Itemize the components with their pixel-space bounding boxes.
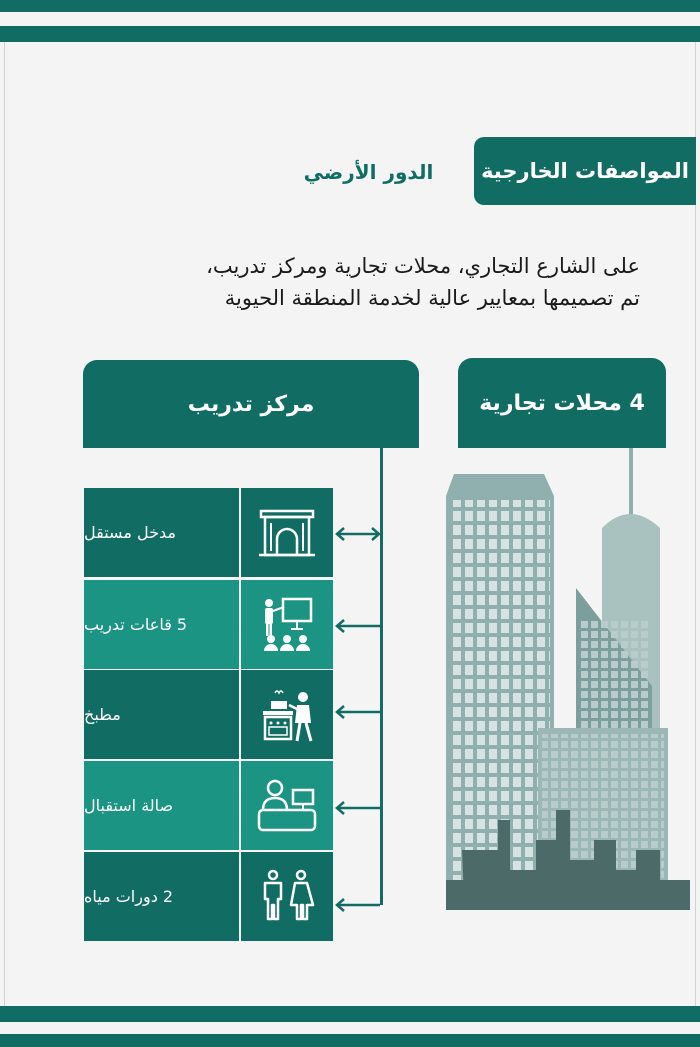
left-border-line [4, 42, 5, 1006]
training-class-icon [257, 595, 317, 655]
top-band-inner [0, 26, 700, 42]
feature-label: 2 دورات مياه [84, 887, 174, 906]
bottom-band [0, 1006, 700, 1022]
feature-label: 5 قاعات تدريب [84, 615, 188, 634]
top-band-gap [0, 12, 700, 26]
feature-row-entrance [84, 488, 333, 577]
arrow-left-icon [334, 617, 382, 635]
restroom-icon [257, 867, 317, 927]
arrow-left-icon [334, 799, 382, 817]
training-center-header: مركز تدريب [83, 360, 419, 448]
double-arrow-icon [334, 525, 382, 543]
entrance-arch-icon [257, 505, 317, 561]
top-band [0, 0, 700, 12]
feature-label: مدخل مستقل [84, 523, 176, 542]
feature-row-training-halls [84, 580, 333, 669]
arrow-left-icon [334, 896, 382, 914]
floor-title: الدور الأرضي [303, 160, 434, 184]
shops-header: 4 محلات تجارية [458, 358, 666, 448]
feature-label: صالة استقبال [84, 796, 174, 815]
reception-desk-icon [255, 776, 319, 836]
kitchen-chef-icon [257, 685, 317, 745]
section-title: المواصفات الخارجية [474, 137, 696, 205]
feature-row-restrooms [84, 852, 333, 941]
feature-row-kitchen [84, 670, 333, 759]
arrow-left-icon [334, 703, 382, 721]
intro-text [60, 250, 640, 314]
bottom-band-gap [0, 1022, 700, 1034]
intro-line-2: تم تصميمها بمعايير عالية لخدمة المنطقة الحيوية [224, 286, 640, 310]
connector-line [380, 448, 383, 905]
feature-row-reception [84, 761, 333, 850]
buildings-illustration [440, 440, 690, 940]
feature-label: مطبخ [84, 705, 121, 724]
bottom-band-inner [0, 1034, 700, 1047]
intro-line-1: على الشارع التجاري، محلات تجارية ومركز تدريب، [206, 254, 640, 278]
